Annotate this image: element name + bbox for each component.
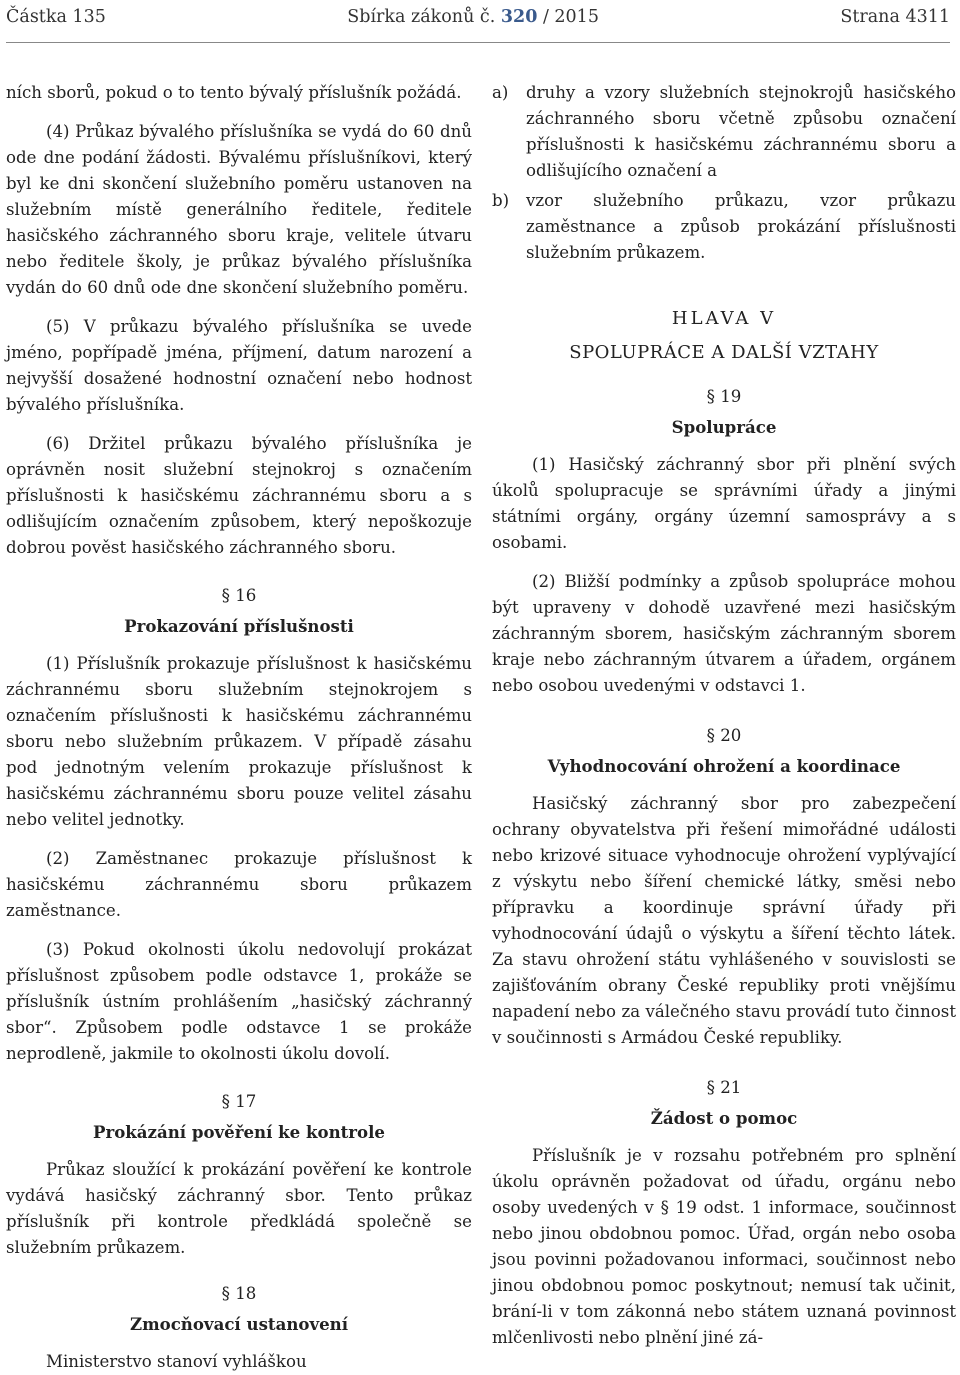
- section-19-title: Spolupráce: [671, 417, 777, 437]
- section-21-number: § 21: [706, 1078, 742, 1097]
- paragraph-continued: ních sborů, pokud o to tento bývalý příslušník požádá.: [6, 83, 462, 102]
- header-page-number: Strana 4311: [840, 7, 950, 27]
- section-16-number: § 16: [221, 586, 257, 605]
- paragraph-5: (5) V průkazu bývalého příslušníka se uvede jméno, popřípadě jména, příjmení, datum narození a nejvyšší dosažené hodnostní označení nebo hodnost bývalého příslušníka.: [6, 317, 472, 414]
- section-18-number: § 18: [221, 1284, 257, 1303]
- paragraph-4: (4) Průkaz bývalého příslušníka se vydá do 60 dnů ode dne podání žádosti. Bývalému příslušníkovi, který byl ke dni skončení služebního poměru ustanoven na služebním místě generálního ředitele, ředitele hasičského záchranného sboru kraje, velitele útvaru nebo ředitele školy, je průkaz bývalého příslušníka vydán do 60 dnů ode dne skončení služebního poměru.: [6, 122, 472, 297]
- header-law-number: 320: [500, 7, 538, 27]
- list-item-b: [492, 188, 956, 266]
- section-16-paragraph-2: (2) Zaměstnanec prokazuje příslušnost k hasičskému záchrannému sboru průkazem zaměstnance.: [6, 849, 472, 920]
- section-16-paragraph-3: (3) Pokud okolnosti úkolu nedovolují prokázat příslušnost způsobem podle odstavce 1, prokáže se příslušník ústním prohlášením „hasičský záchranný sbor“. Způsobem podle odstavce 1 se prokáže neprodleně, jakmile to okolnosti úkolu dovolí.: [6, 940, 472, 1063]
- section-20-paragraph: Hasičský záchranný sbor pro zabezpečení ochrany obyvatelstva při řešení mimořádné události nebo krizové situace vyhodnocuje ohrožení vyplývající z výskytu nebo šíření chemické látky, směsi nebo přípravku a koordinuje správní úřady při vyhodnocování údajů o výskytu a šíření těchto látek. Za stavu ohrožení státu vyhlášeného v souvislosti se zajišťováním obrany České republiky proti vnějšímu napadení nebo za válečného stavu provádí tuto činnost v součinnosti s Armádou České republiky.: [492, 794, 956, 1047]
- section-20-title: Vyhodnocování ohrožení a koordinace: [547, 756, 901, 776]
- header-part: Částka 135: [6, 7, 106, 27]
- list-item-a-text: druhy a vzory služebních stejnokrojů hasičského záchranného sboru včetně způsobu označení příslušnosti k hasičskému záchrannému sboru a odlišujícího označení a: [526, 83, 956, 180]
- section-21-paragraph: Příslušník je v rozsahu potřebném pro splnění úkolu oprávněn požadovat od úřadu, orgánu nebo osoby uvedených v § 19 odst. 1 informace, součinnost nebo jinou obdobnou pomoc. Úřad, orgán nebo osoba jsou povinni požadovanou informaci, součinnost nebo jinou obdobnou pomoc poskytnout; nemusí tak učinit, brání-li v tom zákonná nebo státem uznaná povinnost mlčenlivosti nebo plnění jiné zá-: [492, 1146, 956, 1347]
- list-item-b-text: vzor služebního průkazu, vzor průkazu zaměstnance a způsob prokázání příslušnosti služebním průkazem.: [526, 191, 956, 262]
- chapter-label: HLAVA V: [671, 308, 777, 329]
- section-16-title: Prokazování příslušnosti: [124, 616, 354, 636]
- section-19-paragraph-2: (2) Bližší podmínky a způsob spolupráce mohou být upraveny v dohodě uzavřené mezi hasičským záchranným sborem, hasičským záchranným sborem kraje nebo záchranným útvarem a úřadem, orgánem nebo osobou uvedenými v odstavci 1.: [492, 572, 956, 695]
- section-17-paragraph: Průkaz sloužící k prokázání pověření ke kontrole vydává hasičský záchranný sbor. Tento průkaz příslušník při kontrole předkládá společně se služebním průkazem.: [6, 1160, 472, 1257]
- chapter-title: SPOLUPRÁCE A DALŠÍ VZTAHY: [569, 342, 879, 363]
- right-column: [492, 80, 956, 1351]
- header-divider: [6, 42, 950, 43]
- section-16-paragraph-1: (1) Příslušník prokazuje příslušnost k hasičskému záchrannému sboru služebním stejnokrojem s označením příslušnosti k hasičskému záchrannému sboru nebo služebním průkazem. V případě zásahu pod jednotným velením prokazuje příslušnost k hasičskému záchrannému sboru pouze velitel zásahu nebo velitel jednotky.: [6, 654, 472, 829]
- left-column: [6, 80, 472, 1375]
- section-20-number: § 20: [706, 726, 742, 745]
- page-header: [6, 4, 950, 30]
- header-collection: [347, 7, 599, 27]
- section-17-title: Prokázání pověření ke kontrole: [93, 1122, 385, 1142]
- header-law-year: / 2015: [542, 7, 599, 27]
- section-19-paragraph-1: (1) Hasičský záchranný sbor při plnění svých úkolů spolupracuje se správními úřady a jinými státními orgány, orgány územní samosprávy a s osobami.: [492, 455, 956, 552]
- section-19-number: § 19: [706, 387, 742, 406]
- header-collection-prefix: Sbírka zákonů č.: [347, 7, 496, 27]
- section-18-paragraph: Ministerstvo stanoví vyhláškou: [46, 1352, 307, 1371]
- list-item-a: [492, 80, 956, 184]
- section-18-title: Zmocňovací ustanovení: [129, 1314, 349, 1334]
- list-item-a-marker: a): [492, 83, 509, 102]
- paragraph-6: (6) Držitel průkazu bývalého příslušníka je oprávněn nosit služební stejnokroj s označením příslušnosti k hasičskému záchrannému sboru a s odlišujícím označením způsobem, který nepoškozuje dobrou pověst hasičského záchranného sboru.: [6, 434, 472, 557]
- section-17-number: § 17: [221, 1092, 257, 1111]
- section-21-title: Žádost o pomoc: [650, 1108, 798, 1128]
- list-item-b-marker: b): [492, 191, 510, 210]
